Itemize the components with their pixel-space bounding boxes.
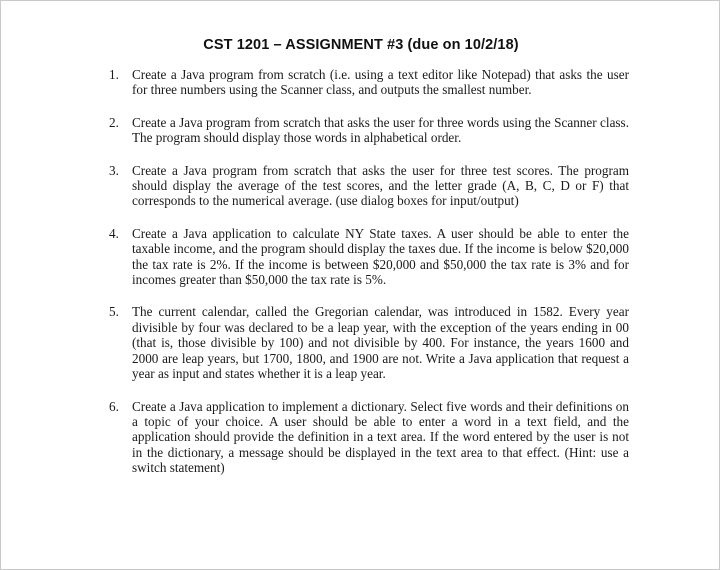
item-number: 4.: [109, 225, 119, 241]
item-text: Create a Java application to calculate NY State taxes. A user should be able to enter the taxable income, and the program should display the taxes due. If the income is below $20,000 the tax rate is 2%. If the income is between $20,000 and $50,000 the tax rate is 3% and for incomes greater than $50,000 the tax rate is 5%.: [132, 225, 629, 288]
assignment-item-3: [109, 163, 629, 209]
assignment-list: [109, 67, 629, 493]
assignment-item-2: [109, 115, 629, 146]
assignment-item-6: [109, 399, 629, 476]
assignment-item-1: [109, 67, 629, 98]
item-text: Create a Java program from scratch that asks the user for three words using the Scanner class. The program should display those words in alphabetical order.: [132, 114, 629, 146]
assignment-item-5: [109, 304, 629, 381]
item-number: 6.: [109, 398, 119, 414]
item-text: Create a Java application to implement a dictionary. Select five words and their definitions on a topic of your choice. A user should be able to enter a word in a text field, and the application should provide the definition in a text area. If the word entered by the user is not in the dictionary, a message should be displayed in the text area to that effect. (Hint: use a switch statement): [132, 398, 629, 476]
item-text: Create a Java program from scratch that asks the user for three test scores. The program should display the average of the test scores, and the letter grade (A, B, C, D or F) that corresponds to the numerical average. (use dialog boxes for input/output): [132, 162, 629, 209]
assignment-title: CST 1201 – ASSIGNMENT #3 (due on 10/2/18): [203, 37, 519, 53]
item-number: 2.: [109, 114, 119, 130]
item-number: 1.: [109, 67, 119, 82]
item-number: 3.: [109, 162, 119, 178]
item-text: Create a Java program from scratch (i.e. using a text editor like Notepad) that asks the user for three numbers using the Scanner class, and outputs the smallest number.: [132, 67, 629, 98]
assignment-item-4: [109, 226, 629, 288]
item-number: 5.: [109, 304, 119, 320]
item-text: The current calendar, called the Gregorian calendar, was introduced in 1582. Every year divisible by four was declared to be a leap year, with the exception of the years ending in 00 (that is, those divisible by 100) and not divisible by 400. For instance, the years 1600 and 2000 are leap years, but 1700, 1800, and 1900 are not. Write a Java application that request a year as input and states whether it is a leap year.: [132, 304, 629, 382]
